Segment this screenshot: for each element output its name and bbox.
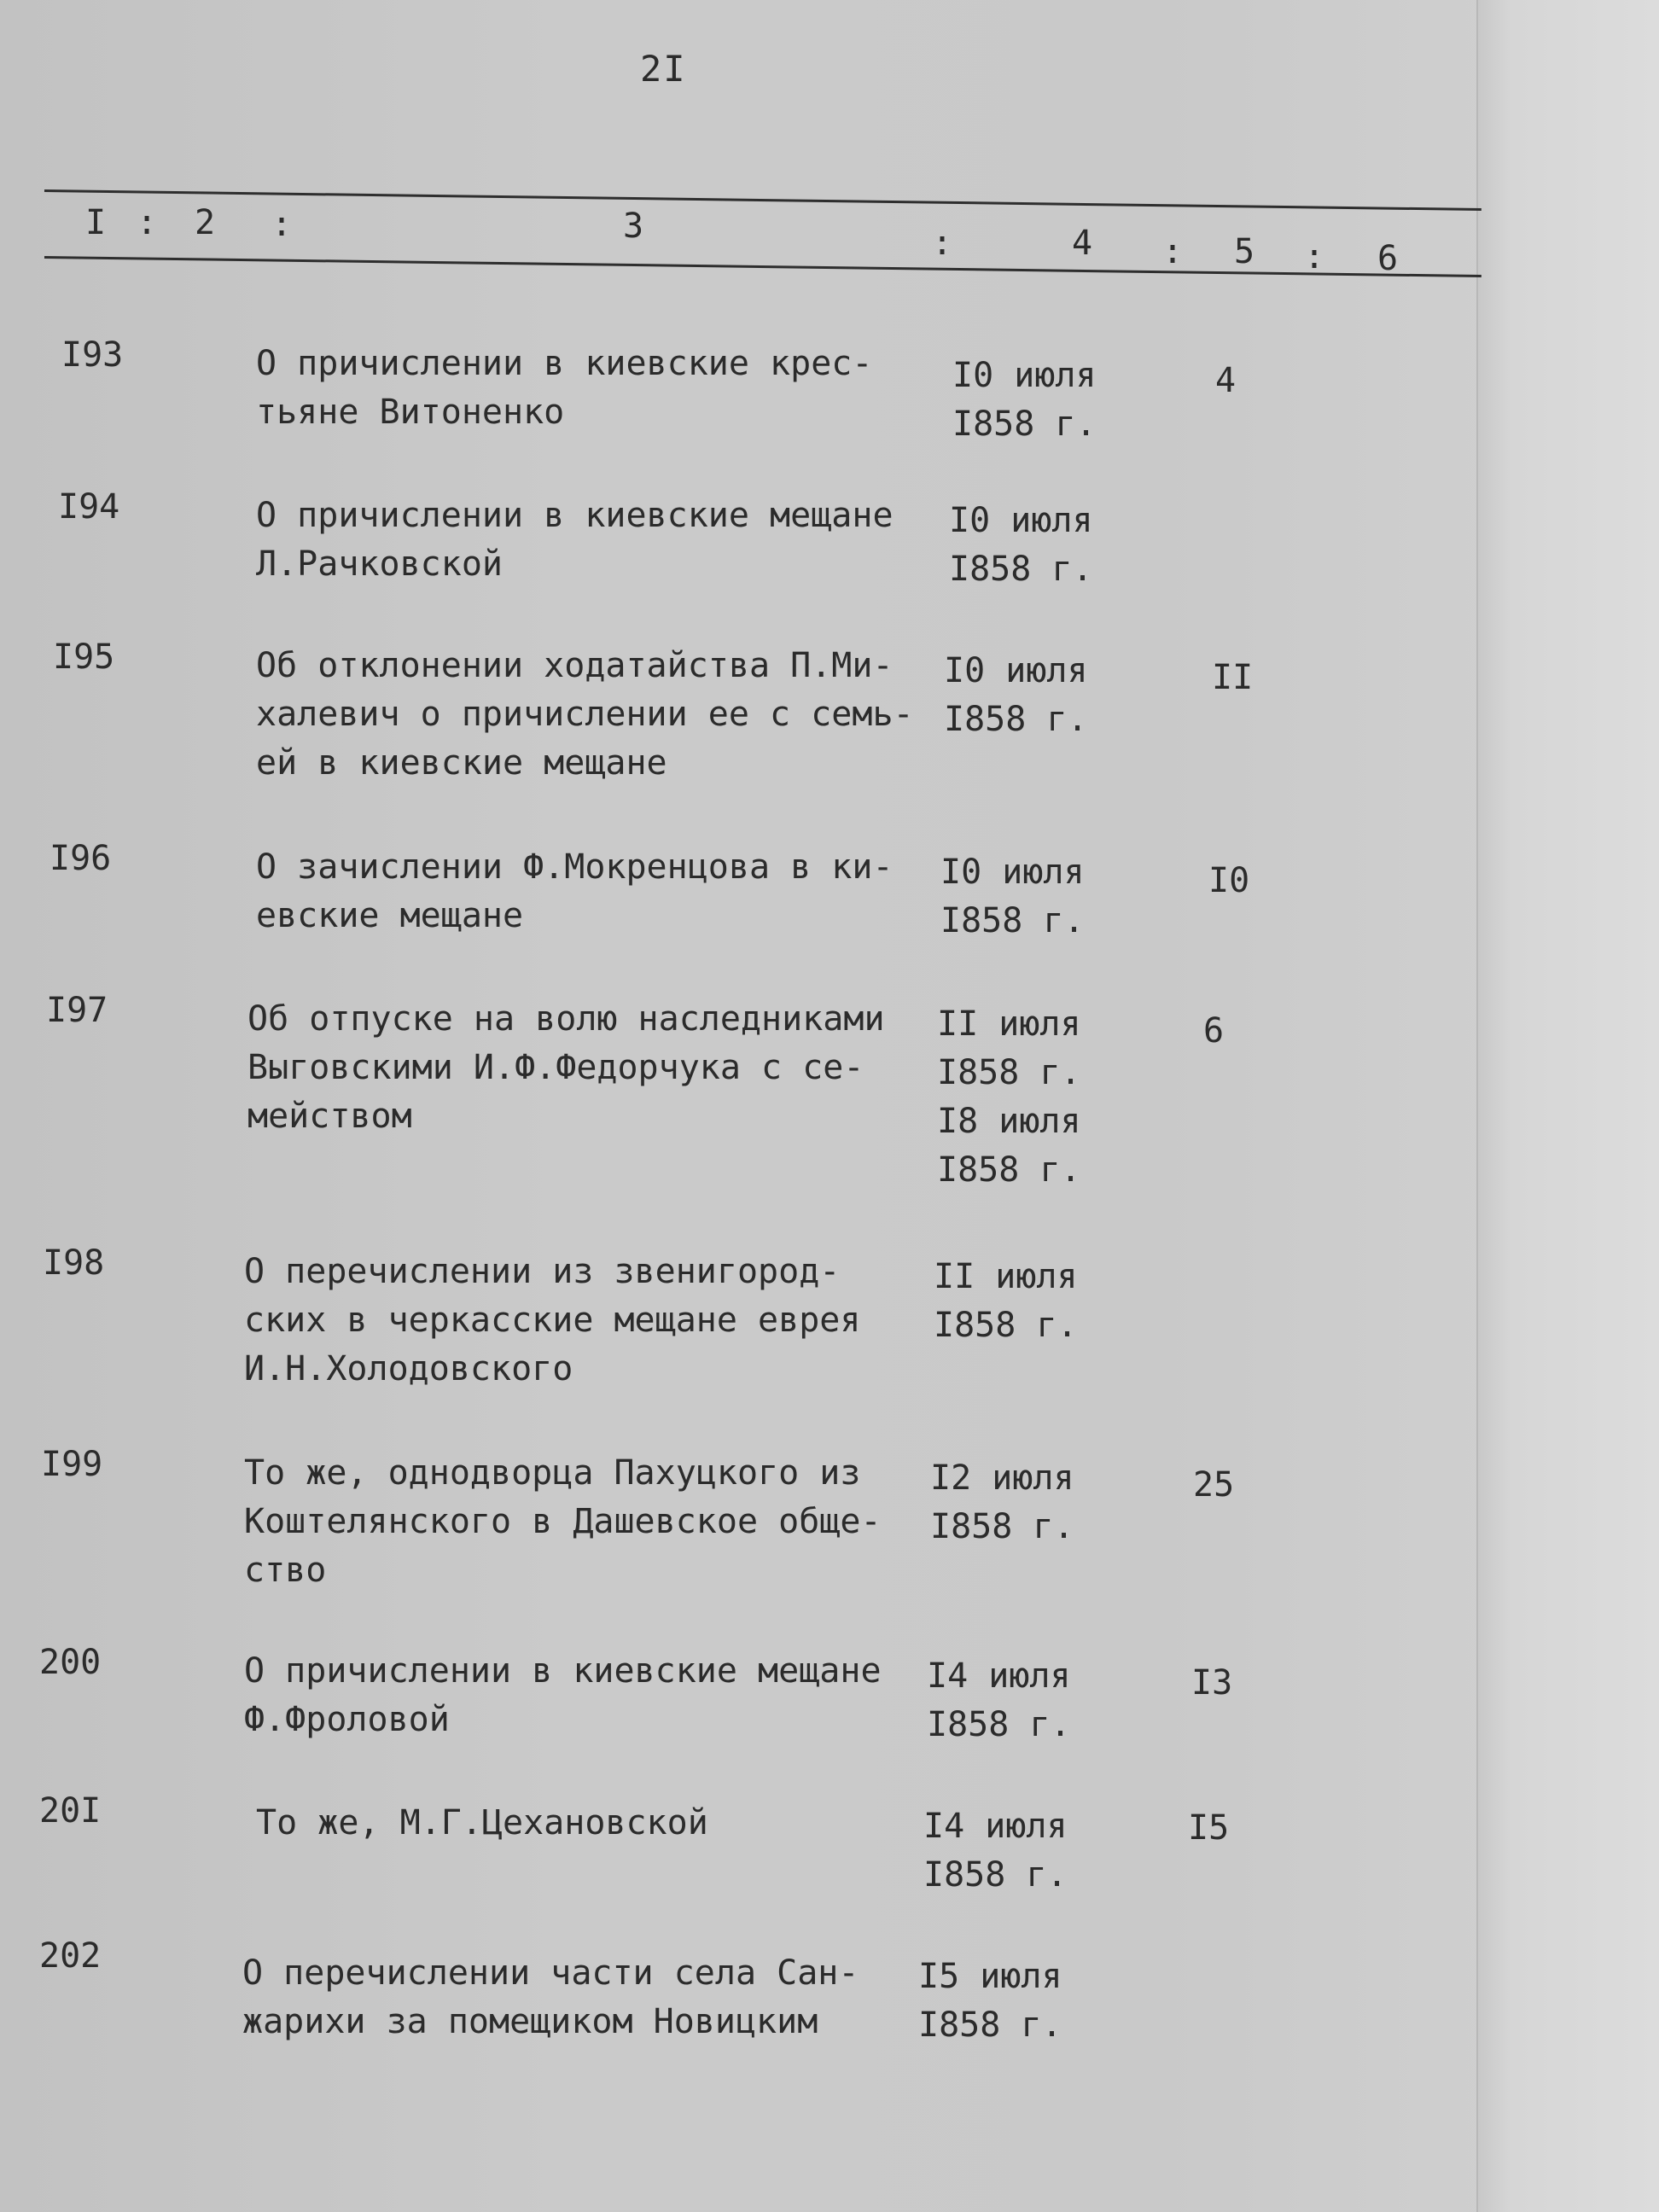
entry-title: [256, 340, 939, 437]
entry-sheets: I3: [1191, 1663, 1233, 1703]
entry-date-line: I858 г.: [934, 1306, 1078, 1345]
entry-date-line: I0 июля: [944, 651, 1088, 690]
entry-title: [244, 1647, 927, 1744]
entry-title-line: И.Н.Холодовского: [244, 1349, 573, 1388]
entry-title-line: О причислении в киевские мещане: [256, 496, 894, 535]
entry-date-line: I858 г.: [937, 1150, 1081, 1190]
entry-title-line: О перечислении из звенигород-: [244, 1252, 841, 1291]
entry-title-line: халевич о причислении ее с семь-: [256, 695, 914, 734]
entry-date-line: I0 июля: [952, 356, 1097, 395]
entry-title-line: ство: [244, 1551, 327, 1590]
entry-title-line: О причислении в киевские мещане: [244, 1651, 882, 1691]
entry-date-line: I4 июля: [927, 1656, 1071, 1696]
entry-title: [256, 843, 939, 940]
entry-date-line: I858 г.: [940, 901, 1085, 940]
entry-dates: [934, 1253, 1113, 1350]
entry-dates: [944, 647, 1123, 744]
entry-title: [256, 1799, 939, 1848]
entry-title-line: Коштелянского в Дашевское обще-: [244, 1502, 882, 1541]
entry-date-line: I0 июля: [940, 853, 1085, 892]
entry-title: [256, 492, 939, 589]
entry-title-line: О причислении в киевские крес-: [256, 344, 873, 383]
entry-date-line: I5 июля: [918, 1957, 1062, 1996]
header-col-1: I: [85, 203, 107, 242]
entry-dates: [940, 848, 1120, 946]
entry-date-line: I858 г.: [937, 1053, 1081, 1092]
entry-title-line: ей в киевские мещане: [256, 743, 667, 783]
entry-title-line: ских в черкасские мещане еврея: [244, 1301, 861, 1340]
entry-title-line: То же, М.Г.Цехановской: [256, 1803, 708, 1842]
entry-sheets: II: [1212, 658, 1254, 697]
entry-dates: [937, 1000, 1116, 1195]
entry-date-line: I2 июля: [930, 1458, 1074, 1498]
header-col-6: 6: [1377, 239, 1399, 278]
entry-number: I96: [49, 839, 112, 878]
header-col-4: 4: [1072, 224, 1093, 263]
entry-title-line: евские мещане: [256, 896, 524, 935]
header-col-5: 5: [1234, 232, 1255, 271]
entry-title: [244, 1449, 927, 1595]
entry-dates: [923, 1802, 1103, 1900]
entry-date-line: I858 г.: [952, 405, 1097, 444]
entry-dates: [918, 1953, 1097, 2050]
entry-dates: [952, 352, 1132, 449]
entry-title: [242, 1949, 925, 2046]
entry-sheets: I0: [1208, 861, 1250, 900]
entry-number: I95: [53, 637, 115, 677]
entry-dates: [927, 1652, 1106, 1749]
entry-sheets: I5: [1188, 1808, 1230, 1848]
entry-number: I99: [41, 1445, 103, 1484]
entry-title-line: Об отпуске на волю наследниками: [247, 999, 885, 1039]
entry-title-line: Л.Рачковской: [256, 544, 503, 584]
entry-dates: [949, 497, 1128, 594]
entry-date-line: II июля: [934, 1257, 1078, 1296]
entry-title-line: О зачислении Ф.Мокренцова в ки-: [256, 847, 894, 887]
entry-title: [244, 1248, 927, 1394]
entry-number: 20I: [39, 1791, 102, 1831]
entry-date-line: I858 г.: [923, 1855, 1068, 1895]
entry-title-line: То же, однодворца Пахуцкого из: [244, 1453, 861, 1493]
entry-sheets: 25: [1193, 1465, 1235, 1505]
entry-date-line: I0 июля: [949, 501, 1093, 540]
entry-sheets: 6: [1203, 1011, 1225, 1051]
entry-date-line: I858 г.: [918, 2005, 1062, 2045]
header-sep-4: :: [1162, 232, 1184, 271]
entry-date-line: I8 июля: [937, 1102, 1081, 1141]
header-sep-2: :: [271, 205, 293, 244]
entry-date-line: I858 г.: [949, 550, 1093, 589]
entry-date-line: II июля: [937, 1004, 1081, 1044]
entry-dates: [930, 1454, 1109, 1551]
entry-title-line: жарихи за помещиком Новицким: [242, 2002, 818, 2041]
entry-title-line: Выговскими И.Ф.Федорчука с се-: [247, 1048, 864, 1087]
entry-number: I98: [43, 1243, 105, 1283]
entry-number: 200: [39, 1643, 102, 1682]
entry-number: 202: [39, 1936, 102, 1976]
entry-sheets: 4: [1215, 361, 1237, 400]
entry-title-line: Ф.Фроловой: [244, 1700, 450, 1739]
entry-number: I94: [58, 487, 120, 527]
entry-title-line: мейством: [247, 1097, 412, 1136]
header-col-2: 2: [195, 203, 216, 242]
entry-number: I97: [46, 991, 108, 1030]
header-sep-3: :: [932, 224, 953, 263]
entry-date-line: I858 г.: [930, 1507, 1074, 1546]
entry-title-line: О перечислении части села Сан-: [242, 1953, 859, 1993]
entry-title-line: тьяне Витоненко: [256, 393, 565, 432]
entry-title: [256, 642, 939, 788]
entry-title: [247, 995, 930, 1141]
entry-date-line: I858 г.: [944, 700, 1088, 739]
header-sep-5: :: [1304, 237, 1325, 276]
entry-date-line: I4 июля: [923, 1807, 1068, 1846]
entry-date-line: I858 г.: [927, 1705, 1071, 1744]
page-number: 2I: [640, 48, 687, 90]
header-col-3: 3: [623, 207, 644, 246]
header-sep-1: :: [137, 203, 158, 242]
entry-title-line: Об отклонении ходатайства П.Ми-: [256, 646, 894, 685]
entry-number: I93: [61, 335, 124, 375]
